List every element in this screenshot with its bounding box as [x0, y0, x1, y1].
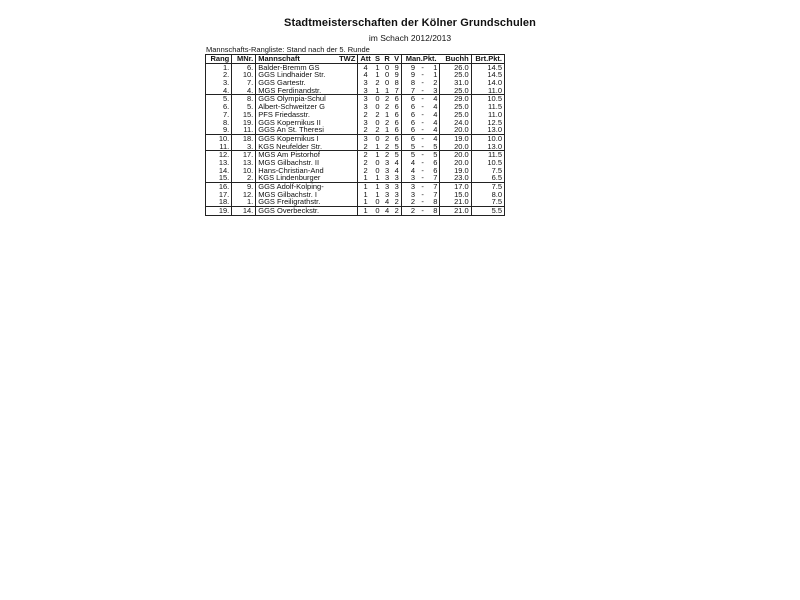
cell-s: 1 — [373, 174, 382, 182]
cell-r: 1 — [382, 126, 392, 134]
cell-v: 3 — [394, 182, 399, 192]
cell-buchholz: 25.0 — [440, 111, 471, 119]
cell-brettpunkte: 10.5 — [471, 95, 504, 103]
cell-manpkt-for: 9 — [402, 71, 417, 79]
cell-v: 3 — [394, 189, 399, 199]
cell-mnr: 11. — [232, 126, 256, 134]
cell-rang: 2. — [206, 71, 232, 79]
cell-manpkt-for: 6 — [402, 126, 417, 134]
cell-att: 2 — [363, 165, 368, 175]
cell-rang: 9. — [206, 126, 232, 134]
cell-mannschaft: GGS Gartestr. — [258, 78, 306, 88]
cell-buchholz: 15.0 — [440, 191, 471, 199]
cell-v: 2 — [392, 198, 402, 206]
cell-brettpunkte: 6.5 — [471, 174, 504, 182]
cell-mnr: 15. — [232, 111, 256, 119]
cell-manpkt-against: 1 — [428, 63, 440, 71]
cell-mnr: 3. — [232, 143, 256, 151]
cell-twz — [337, 71, 358, 79]
cell-buchholz: 25.0 — [440, 103, 471, 111]
cell-manpkt-against: 2 — [428, 79, 440, 87]
cell-mnr: 9. — [232, 183, 256, 191]
cell-att: 3 — [363, 133, 368, 143]
cell-s: 1 — [375, 150, 380, 160]
cell-v: 5 — [394, 150, 399, 160]
cell-manpkt-against: 4 — [428, 111, 440, 119]
cell-rang: 13. — [206, 159, 232, 167]
cell-buchholz: 21.0 — [440, 198, 471, 206]
cell-brettpunkte: 7.5 — [471, 183, 504, 191]
cell-s: 0 — [375, 94, 380, 104]
cell-s: 1 — [375, 62, 380, 72]
cell-s: 0 — [375, 157, 380, 167]
cell-manpkt-dash: - — [421, 157, 424, 167]
cell-mnr: 7. — [232, 79, 256, 87]
cell-att: 1 — [363, 182, 368, 192]
cell-brettpunkte: 14.0 — [471, 79, 504, 87]
cell-twz — [337, 191, 358, 199]
cell-r: 4 — [382, 207, 392, 216]
cell-manpkt-for: 6 — [402, 119, 417, 127]
cell-brettpunkte: 11.0 — [471, 87, 504, 95]
header-buchh: Buchh — [440, 55, 471, 64]
cell-mannschaft: GGS An St. Theresi — [256, 126, 337, 134]
cell-buchholz: 25.0 — [440, 87, 471, 95]
cell-v: 3 — [392, 174, 402, 182]
cell-mannschaft: MGS Am Pistorhof — [258, 150, 320, 160]
cell-rang: 19. — [206, 207, 232, 216]
cell-rang: 11. — [206, 143, 232, 151]
cell-rang: 7. — [206, 111, 232, 119]
cell-manpkt-dash: - — [421, 70, 424, 80]
cell-buchholz: 20.0 — [440, 151, 471, 159]
cell-mannschaft: GGS Kopernikus I — [258, 133, 319, 143]
cell-att: 3 — [363, 117, 368, 127]
cell-rang: 16. — [206, 183, 232, 191]
cell-manpkt-for: 9 — [402, 63, 417, 71]
cell-s: 0 — [375, 133, 380, 143]
cell-manpkt-against: 8 — [428, 207, 440, 216]
cell-manpkt-dash: - — [421, 165, 424, 175]
cell-v: 8 — [394, 78, 399, 88]
cell-buchholz: 26.0 — [440, 63, 471, 71]
cell-s: 1 — [373, 143, 382, 151]
cell-manpkt-for: 5 — [402, 151, 417, 159]
cell-brettpunkte: 8.0 — [471, 191, 504, 199]
cell-s: 1 — [373, 87, 382, 95]
cell-manpkt-against: 4 — [428, 119, 440, 127]
cell-mannschaft: MGS Gilbachstr. I — [258, 189, 318, 199]
cell-manpkt-for: 6 — [402, 95, 417, 103]
cell-manpkt-dash: - — [421, 109, 424, 119]
cell-v: 6 — [394, 109, 399, 119]
cell-twz — [337, 143, 358, 151]
cell-rang: 10. — [206, 134, 232, 142]
cell-att: 1 — [358, 198, 373, 206]
cell-mnr: 10. — [232, 167, 256, 175]
cell-rang: 4. — [206, 87, 232, 95]
cell-mannschaft: PFS Friedasstr. — [258, 109, 310, 119]
cell-mannschaft: GGS Lindhaider Str. — [258, 70, 326, 80]
cell-mnr: 18. — [232, 134, 256, 142]
cell-manpkt-against: 7 — [428, 183, 440, 191]
cell-v: 6 — [394, 117, 399, 127]
cell-manpkt-for: 4 — [402, 159, 417, 167]
cell-att: 3 — [358, 87, 373, 95]
cell-mannschaft: GGS Adolf-Kolping- — [258, 182, 324, 192]
cell-mannschaft: GGS Olympia-Schul — [258, 94, 326, 104]
cell-manpkt-against: 6 — [428, 159, 440, 167]
cell-manpkt-dash: - — [417, 87, 428, 95]
cell-twz — [337, 167, 358, 175]
cell-r: 2 — [384, 133, 390, 143]
cell-brettpunkte: 13.0 — [471, 143, 504, 151]
cell-manpkt-against: 4 — [428, 126, 440, 134]
cell-s: 2 — [375, 78, 380, 88]
cell-v: 4 — [394, 165, 399, 175]
cell-mnr: 2. — [232, 174, 256, 182]
cell-twz — [337, 174, 358, 182]
cell-rang: 5. — [206, 95, 232, 103]
cell-twz — [337, 151, 358, 159]
cell-manpkt-dash: - — [417, 198, 428, 206]
header-mnr: MNr. — [232, 55, 256, 64]
cell-att: 2 — [363, 150, 368, 160]
cell-v: 7 — [392, 87, 402, 95]
cell-manpkt-for: 6 — [402, 111, 417, 119]
cell-brettpunkte: 12.5 — [471, 119, 504, 127]
cell-brettpunkte: 7.5 — [471, 198, 504, 206]
cell-twz — [337, 111, 358, 119]
header-manpkt: Man.Pkt. — [402, 55, 440, 64]
cell-s: 0 — [375, 102, 380, 112]
cell-buchholz: 20.0 — [440, 159, 471, 167]
cell-s: 2 — [373, 126, 382, 134]
cell-r: 3 — [382, 174, 392, 182]
cell-r: 0 — [384, 78, 390, 88]
ranking-table-header — [206, 55, 505, 64]
cell-r: 2 — [384, 150, 390, 160]
cell-manpkt-against: 4 — [428, 103, 440, 111]
cell-manpkt-dash: - — [417, 126, 428, 134]
cell-s: 0 — [375, 117, 380, 127]
cell-r: 2 — [384, 102, 390, 112]
cell-twz — [337, 95, 358, 103]
cell-att: 4 — [363, 70, 368, 80]
cell-brettpunkte: 5.5 — [471, 207, 504, 216]
header-r: R — [382, 55, 392, 64]
cell-mnr: 10. — [232, 71, 256, 79]
cell-manpkt-against: 6 — [428, 167, 440, 175]
cell-rang: 8. — [206, 119, 232, 127]
cell-s: 1 — [375, 70, 380, 80]
cell-buchholz: 19.0 — [440, 167, 471, 175]
cell-manpkt-for: 3 — [402, 174, 417, 182]
cell-mnr: 4. — [232, 87, 256, 95]
cell-twz — [337, 87, 358, 95]
ranking-table-body — [206, 63, 505, 215]
cell-manpkt-for: 4 — [402, 167, 417, 175]
cell-mannschaft: GGS Overbeckstr. — [256, 207, 337, 216]
cell-mnr: 14. — [232, 207, 256, 216]
cell-brettpunkte: 13.0 — [471, 126, 504, 134]
header-v: V — [392, 55, 402, 64]
header-rang: Rang — [206, 55, 232, 64]
cell-att: 1 — [358, 174, 373, 182]
cell-buchholz: 20.0 — [440, 126, 471, 134]
cell-buchholz: 19.0 — [440, 134, 471, 142]
cell-att: 4 — [363, 62, 368, 72]
cell-buchholz: 25.0 — [440, 71, 471, 79]
cell-r: 3 — [384, 189, 390, 199]
cell-v: 5 — [392, 143, 402, 151]
cell-v: 9 — [394, 62, 399, 72]
cell-att: 1 — [363, 189, 368, 199]
cell-manpkt-dash: - — [417, 143, 428, 151]
cell-manpkt-against: 5 — [428, 143, 440, 151]
cell-twz — [337, 183, 358, 191]
cell-buchholz: 24.0 — [440, 119, 471, 127]
cell-mnr: 12. — [232, 191, 256, 199]
cell-twz — [337, 63, 358, 71]
cell-brettpunkte: 11.5 — [471, 151, 504, 159]
ranking-table — [205, 54, 505, 216]
cell-mannschaft: GGS Kopernikus II — [258, 117, 321, 127]
cell-mannschaft: Balder-Bremm GS — [258, 62, 320, 72]
cell-brettpunkte: 10.0 — [471, 134, 504, 142]
cell-r: 2 — [382, 143, 392, 151]
cell-r: 0 — [384, 70, 390, 80]
cell-r: 3 — [384, 165, 390, 175]
cell-buchholz: 21.0 — [440, 207, 471, 216]
cell-manpkt-for: 6 — [402, 134, 417, 142]
cell-mannschaft: GGS Freiligrathstr. — [256, 198, 337, 206]
cell-r: 3 — [384, 182, 390, 192]
cell-twz — [337, 198, 358, 206]
cell-s: 2 — [375, 109, 380, 119]
cell-att: 2 — [363, 157, 368, 167]
cell-manpkt-dash: - — [417, 174, 428, 182]
cell-twz — [337, 134, 358, 142]
cell-rang: 14. — [206, 167, 232, 175]
cell-mannschaft: KGS Lindenburger — [256, 174, 337, 182]
cell-brettpunkte: 14.5 — [471, 71, 504, 79]
cell-rang: 1. — [206, 63, 232, 71]
cell-manpkt-dash: - — [421, 133, 424, 143]
cell-buchholz: 17.0 — [440, 183, 471, 191]
cell-att: 2 — [358, 143, 373, 151]
cell-r: 3 — [384, 157, 390, 167]
cell-buchholz: 29.0 — [440, 95, 471, 103]
cell-att: 3 — [363, 94, 368, 104]
cell-manpkt-against: 8 — [428, 198, 440, 206]
cell-manpkt-dash: - — [421, 102, 424, 112]
cell-att: 1 — [358, 207, 373, 216]
cell-manpkt-for: 5 — [402, 143, 417, 151]
cell-manpkt-against: 5 — [428, 151, 440, 159]
cell-att: 2 — [363, 109, 368, 119]
cell-buchholz: 31.0 — [440, 79, 471, 87]
header-att: Att — [358, 55, 373, 64]
cell-brettpunkte: 11.0 — [471, 111, 504, 119]
cell-mannschaft: Hans-Christian-And — [258, 165, 324, 175]
cell-twz — [337, 207, 358, 216]
cell-manpkt-dash: - — [417, 207, 428, 216]
cell-r: 4 — [382, 198, 392, 206]
cell-rang: 12. — [206, 151, 232, 159]
cell-v: 2 — [392, 207, 402, 216]
cell-mnr: 8. — [232, 95, 256, 103]
header-s: S — [373, 55, 382, 64]
cell-v: 6 — [392, 126, 402, 134]
cell-twz — [337, 103, 358, 111]
header-brtpkt: Brt.Pkt. — [471, 55, 504, 64]
cell-rang: 6. — [206, 103, 232, 111]
cell-r: 2 — [384, 94, 390, 104]
cell-manpkt-against: 1 — [428, 71, 440, 79]
cell-brettpunkte: 10.5 — [471, 159, 504, 167]
cell-manpkt-for: 2 — [402, 207, 417, 216]
table-row — [206, 207, 505, 216]
cell-manpkt-for: 8 — [402, 79, 417, 87]
cell-v: 4 — [394, 157, 399, 167]
cell-manpkt-dash: - — [421, 78, 424, 88]
cell-mannschaft: MGS Ferdinandstr. — [256, 87, 337, 95]
cell-mnr: 5. — [232, 103, 256, 111]
cell-r: 0 — [384, 62, 390, 72]
cell-att: 3 — [363, 102, 368, 112]
cell-mnr: 6. — [232, 63, 256, 71]
cell-v: 6 — [394, 102, 399, 112]
cell-s: 1 — [375, 182, 380, 192]
cell-buchholz: 20.0 — [440, 143, 471, 151]
cell-rang: 18. — [206, 198, 232, 206]
cell-r: 2 — [384, 117, 390, 127]
cell-r: 1 — [384, 109, 390, 119]
cell-manpkt-against: 4 — [428, 95, 440, 103]
cell-manpkt-for: 3 — [402, 191, 417, 199]
cell-brettpunkte: 14.5 — [471, 63, 504, 71]
cell-mannschaft: KGS Neufelder Str. — [256, 143, 337, 151]
cell-twz — [337, 159, 358, 167]
cell-manpkt-for: 7 — [402, 87, 417, 95]
cell-twz — [337, 79, 358, 87]
cell-mnr: 19. — [232, 119, 256, 127]
header-twz: TWZ — [337, 55, 358, 64]
cell-manpkt-dash: - — [421, 94, 424, 104]
cell-r: 1 — [382, 87, 392, 95]
header-row — [206, 55, 505, 64]
cell-twz — [337, 119, 358, 127]
cell-twz — [337, 126, 358, 134]
cell-mannschaft: Albert-Schweitzer G — [258, 102, 325, 112]
cell-manpkt-dash: - — [421, 189, 424, 199]
cell-manpkt-against: 4 — [428, 134, 440, 142]
cell-manpkt-for: 2 — [402, 198, 417, 206]
cell-att: 2 — [358, 126, 373, 134]
cell-att: 3 — [363, 78, 368, 88]
document-title: Stadtmeisterschaften der Kölner Grundschulen — [284, 17, 536, 29]
cell-manpkt-against: 7 — [428, 191, 440, 199]
cell-manpkt-dash: - — [421, 62, 424, 72]
document-subtitle: im Schach 2012/2013 — [368, 33, 452, 43]
cell-rang: 17. — [206, 191, 232, 199]
table-caption: Mannschafts-Rangliste: Stand nach der 5. Runde — [206, 45, 370, 54]
cell-s: 1 — [375, 189, 380, 199]
header-mannschaft: Mannschaft — [256, 55, 337, 64]
cell-v: 6 — [394, 94, 399, 104]
cell-brettpunkte: 7.5 — [471, 167, 504, 175]
cell-s: 0 — [373, 207, 382, 216]
cell-manpkt-for: 6 — [402, 103, 417, 111]
cell-mnr: 17. — [232, 151, 256, 159]
cell-manpkt-dash: - — [421, 150, 424, 160]
cell-buchholz: 23.0 — [440, 174, 471, 182]
cell-manpkt-dash: - — [421, 182, 424, 192]
cell-s: 0 — [373, 198, 382, 206]
cell-brettpunkte: 11.5 — [471, 103, 504, 111]
cell-rang: 15. — [206, 174, 232, 182]
cell-mannschaft: MGS Gilbachstr. II — [258, 157, 320, 167]
cell-mnr: 1. — [232, 198, 256, 206]
cell-v: 6 — [394, 133, 399, 143]
cell-manpkt-against: 7 — [428, 174, 440, 182]
cell-rang: 3. — [206, 79, 232, 87]
cell-s: 0 — [375, 165, 380, 175]
cell-manpkt-dash: - — [421, 117, 424, 127]
cell-v: 9 — [394, 70, 399, 80]
cell-manpkt-for: 3 — [402, 183, 417, 191]
cell-manpkt-against: 3 — [428, 87, 440, 95]
cell-mnr: 13. — [232, 159, 256, 167]
